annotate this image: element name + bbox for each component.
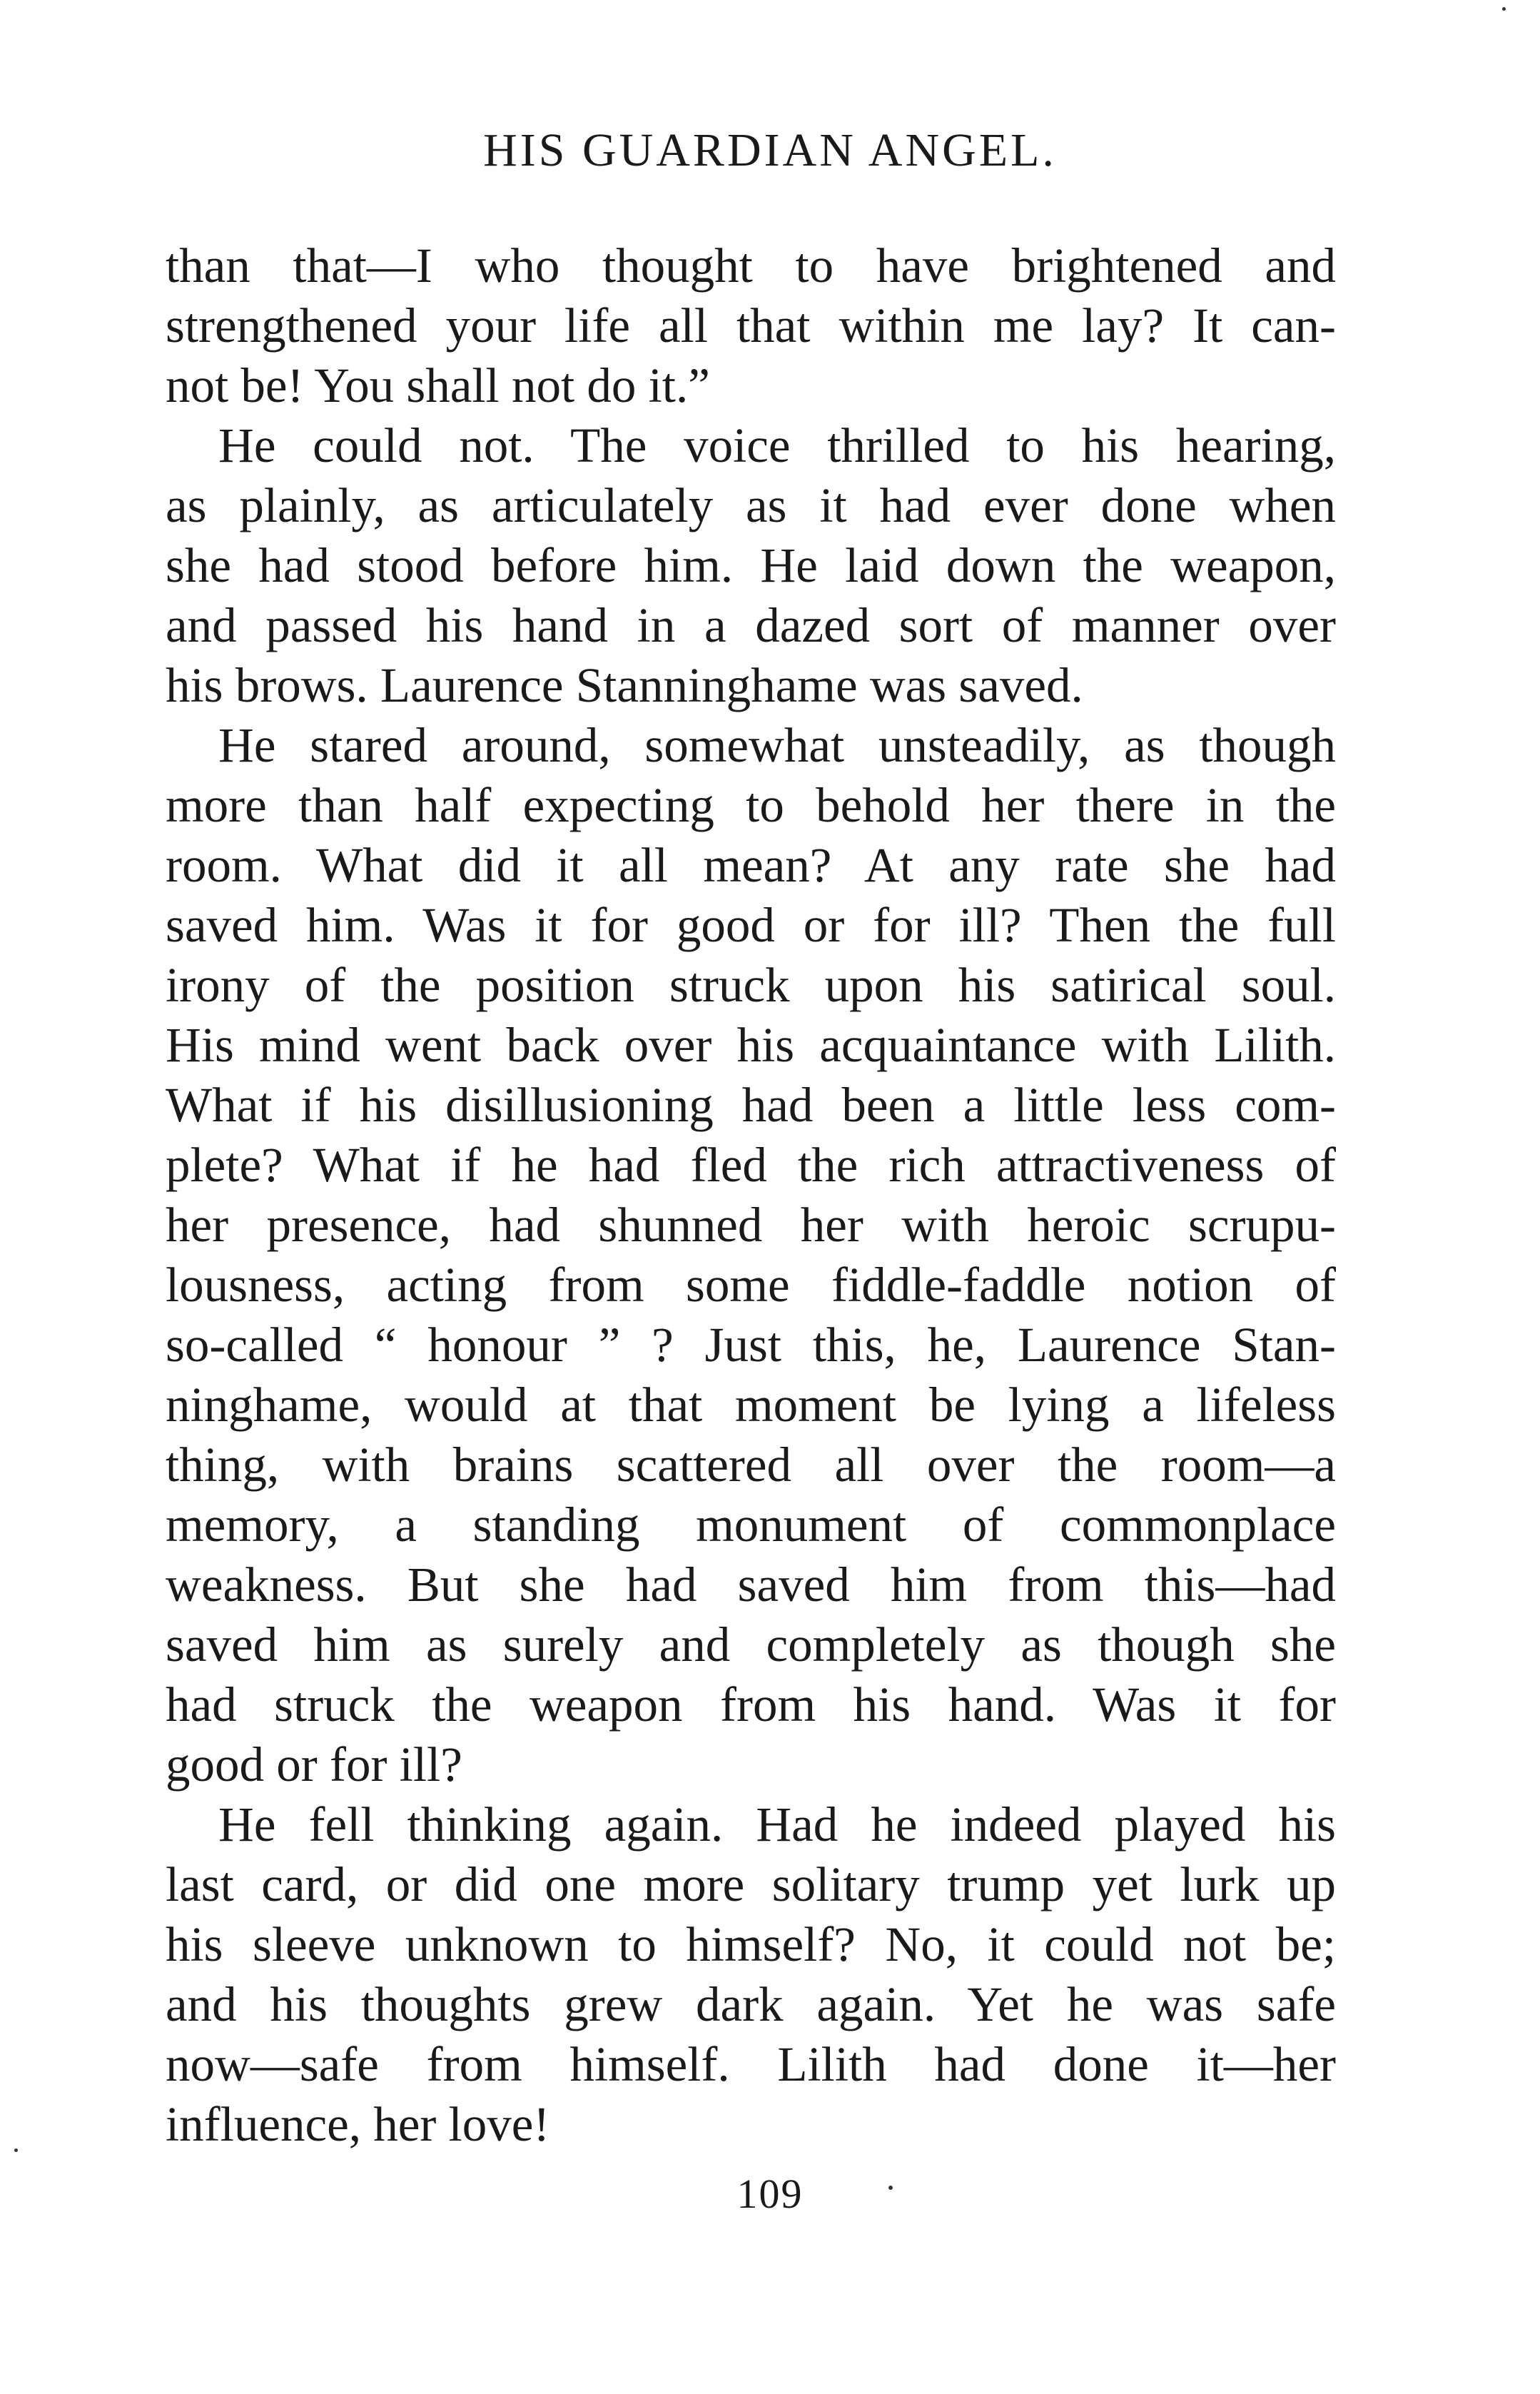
text-line: weakness. But she had saved him from this—had [166,1557,1336,1612]
text-line: strengthened your life all that within me lay? It can- [166,298,1336,353]
text-line: his sleeve unknown to himself? No, it could not be; [166,1917,1336,1971]
text-line: and passed his hand in a dazed sort of manner over [166,598,1336,652]
text-line: not be! You shall not do it.” [166,358,710,413]
body-text [166,236,1336,2154]
text-line: He could not. The voice thrilled to his hearing, [218,418,1336,473]
text-line: He stared around, somewhat unsteadily, as though [218,718,1336,772]
text-line: and his thoughts grew dark again. Yet he was safe [166,1977,1336,2031]
text-line: room. What did it all mean? At any rate she had [166,838,1336,892]
text-line: so-called “ honour ” ? Just this, he, Laurence Stan- [166,1318,1336,1372]
text-line: than that—I who thought to have brightened and [166,238,1336,293]
text-line: saved him as surely and completely as though she [166,1617,1336,1672]
text-line: his brows. Laurence Stanninghame was saved. [166,658,1083,712]
text-line: now—safe from himself. Lilith had done it—her [166,2037,1336,2091]
text-line: good or for ill? [166,1737,462,1792]
text-line: irony of the position struck upon his satirical soul. [166,958,1336,1012]
running-head: HIS GUARDIAN ANGEL. [483,124,1057,176]
text-line: more than half expecting to behold her there in the [166,778,1336,832]
text-line: He fell thinking again. Had he indeed played his [218,1797,1336,1852]
text-line: saved him. Was it for good or for ill? Then the full [166,898,1336,952]
text-line: as plainly, as articulately as it had ever done when [166,478,1336,532]
text-line: her presence, had shunned her with heroic scrupu- [166,1198,1336,1252]
text-line: lousness, acting from some fiddle-faddle notion of [166,1258,1336,1312]
scan-speck [888,2186,893,2190]
text-line: she had stood before him. He laid down the weapon, [166,538,1336,592]
text-line: memory, a standing monument of commonplace [166,1497,1336,1552]
text-line: influence, her love! [166,2097,550,2151]
text-line: His mind went back over his acquaintance with Lilith. [166,1018,1336,1072]
scan-speck [14,2148,18,2152]
text-line: last card, or did one more solitary trump yet lurk up [166,1857,1336,1911]
text-line: had struck the weapon from his hand. Was it for [166,1677,1336,1732]
text-line: ninghame, would at that moment be lying a lifeless [166,1378,1336,1432]
scan-speck [1502,7,1506,11]
text-line: plete? What if he had fled the rich attractiveness of [166,1138,1336,1192]
text-line: What if his disillusioning had been a little less com- [166,1078,1336,1132]
page-number: 109 [736,2171,804,2217]
text-line: thing, with brains scattered all over the room—a [166,1438,1336,1492]
